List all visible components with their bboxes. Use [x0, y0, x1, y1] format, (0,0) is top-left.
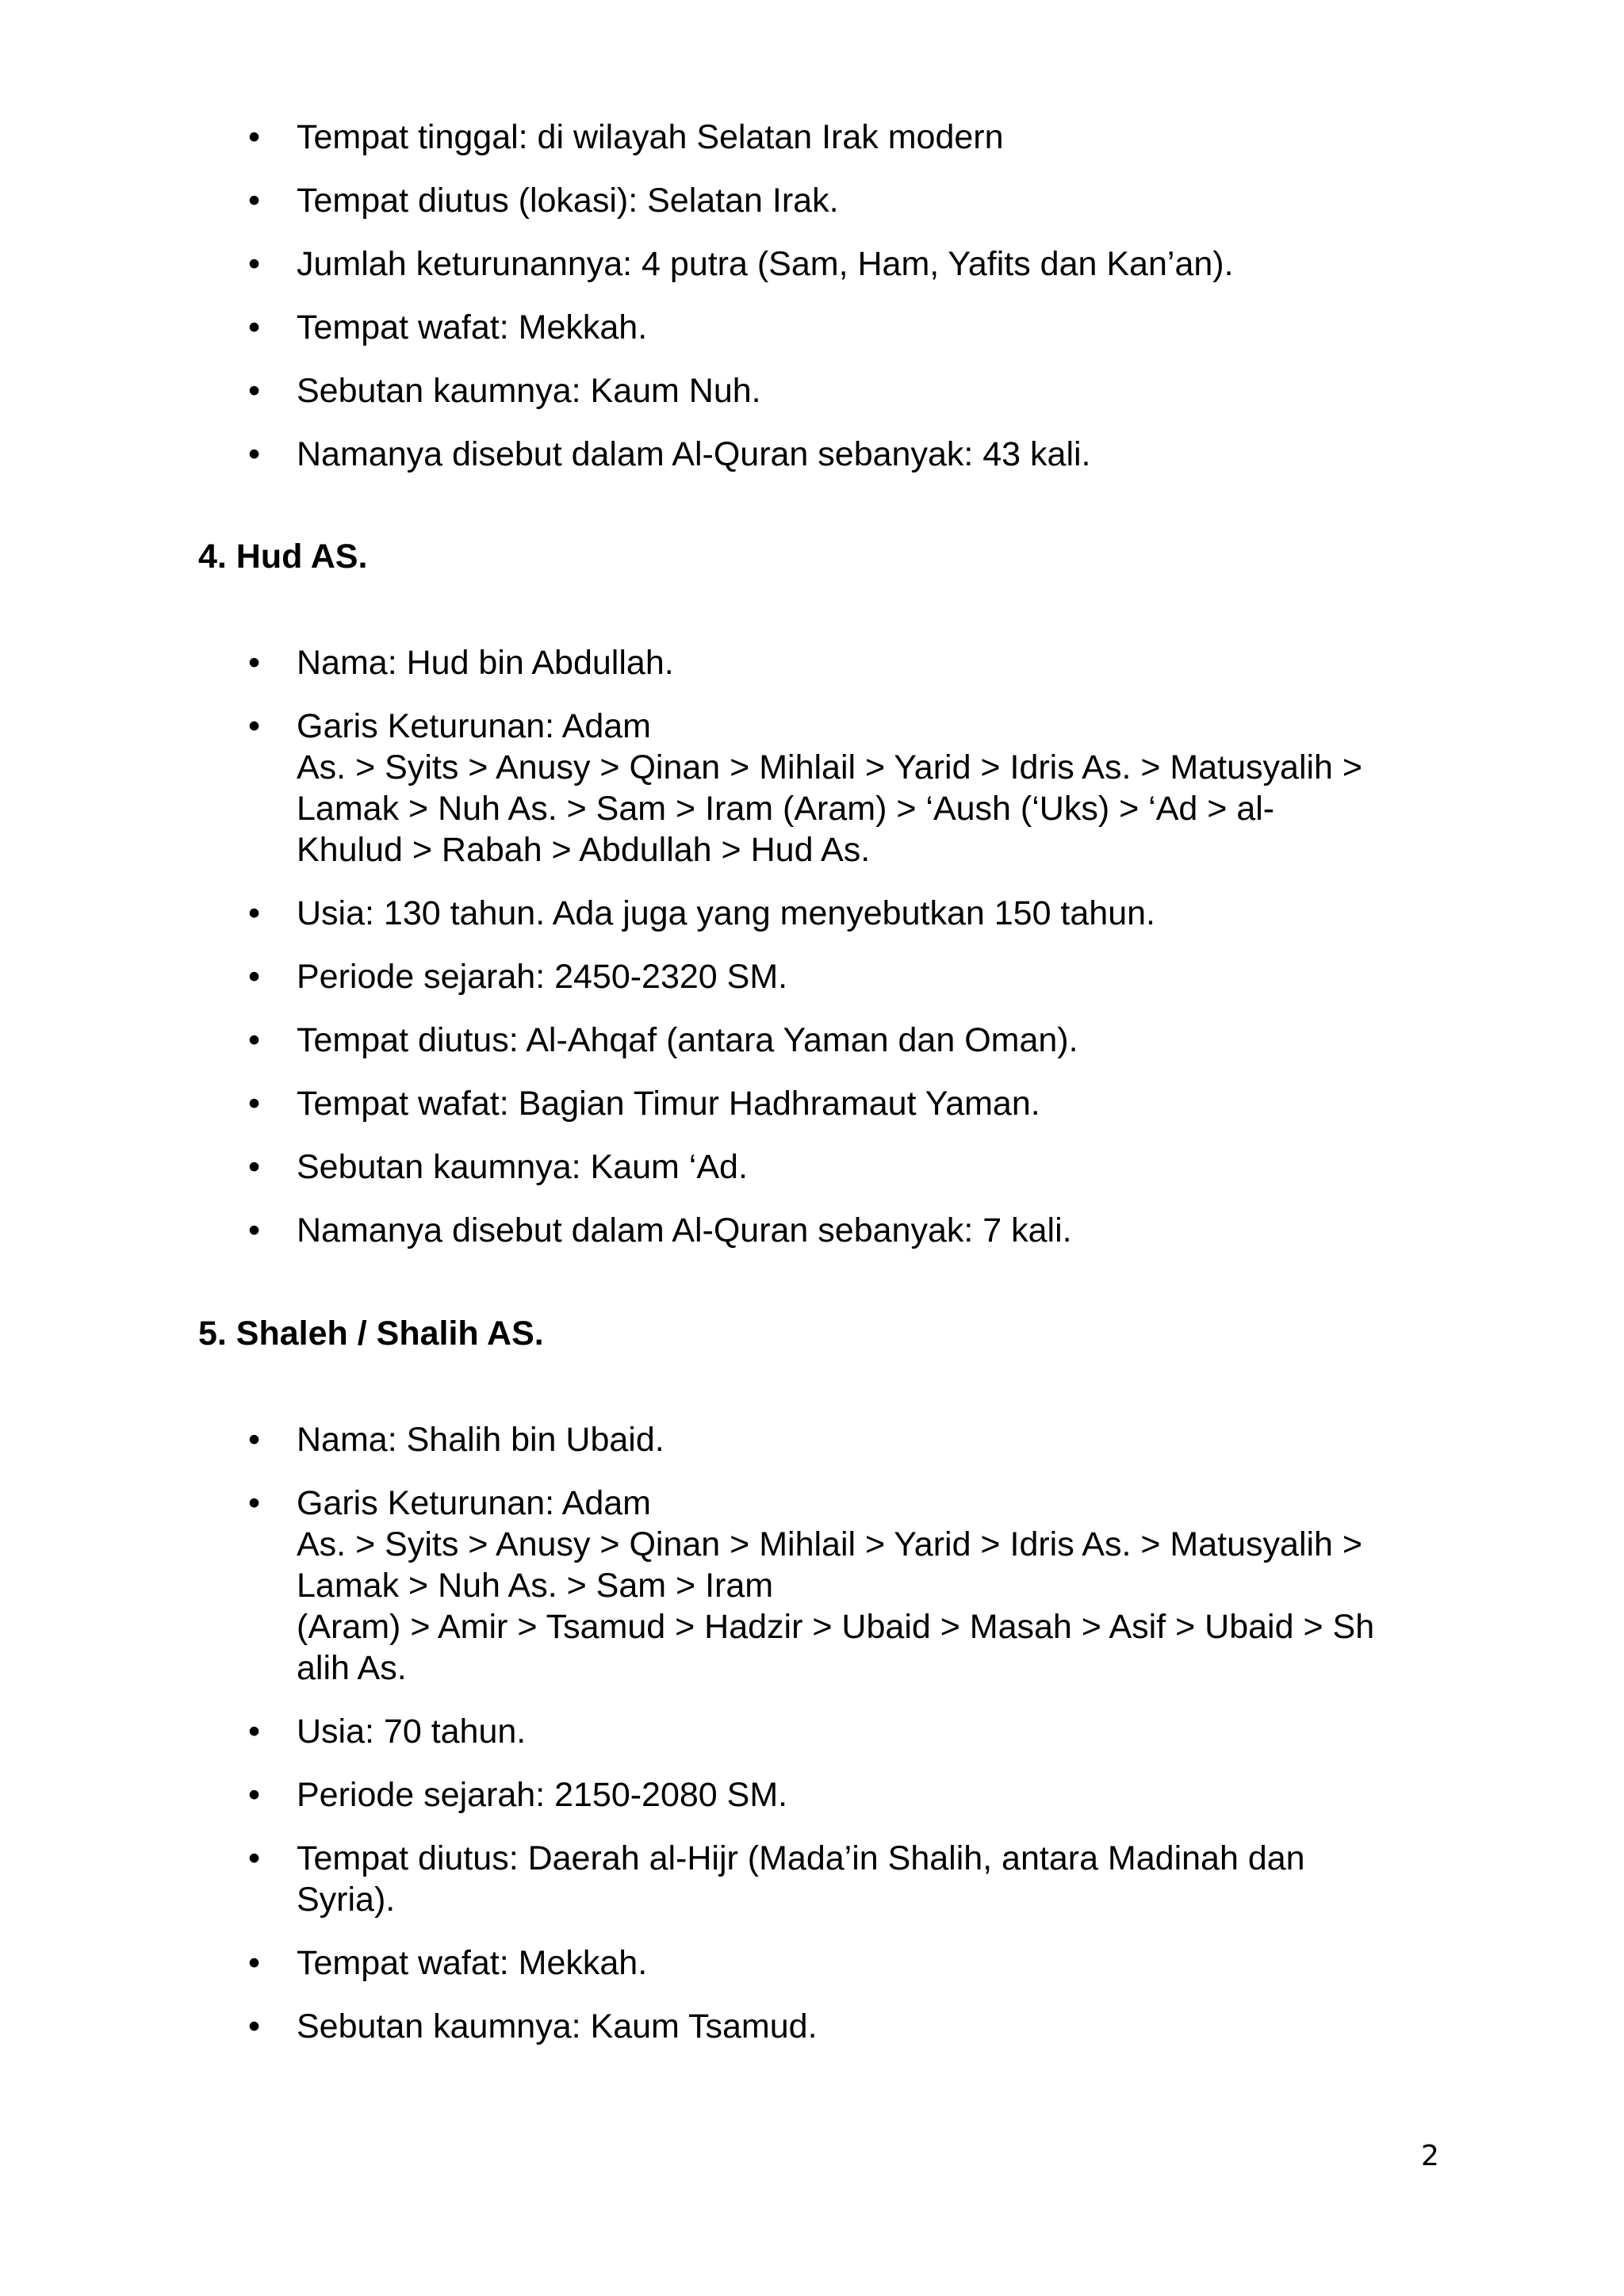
list-item: [0, 1419, 1624, 1460]
list-item-text: [297, 117, 1454, 158]
list-item: [0, 1483, 1624, 1689]
list-item: [0, 1774, 1624, 1816]
bullet-icon: •: [248, 1021, 261, 1059]
bullet-icon: •: [248, 1421, 261, 1459]
bullet-icon: •: [248, 182, 261, 220]
list-item: [0, 434, 1624, 475]
list-item-text: [297, 893, 1454, 934]
bullet-icon: •: [248, 1944, 261, 1982]
list-item-line: As. > Syits > Anusy > Qinan > Mihlail > Yarid > Idris As. > Matusyalih >: [297, 748, 1363, 786]
list-item: [0, 307, 1624, 348]
list-item: [0, 893, 1624, 934]
bullet-icon: •: [248, 372, 261, 410]
list-item: [0, 243, 1624, 285]
list-item-line: As. > Syits > Anusy > Qinan > Mihlail > Yarid > Idris As. > Matusyalih >: [297, 1525, 1363, 1563]
bullet-icon: •: [248, 1148, 261, 1186]
list-item-text: [297, 2006, 1454, 2047]
list-item-text: [297, 243, 1454, 285]
list-item: [0, 117, 1624, 158]
list-item-text: [297, 956, 1454, 997]
list-item-line: Garis Keturunan: Adam: [297, 707, 651, 745]
list-item-text: [297, 1838, 1454, 1920]
bullet-icon: •: [248, 1085, 261, 1123]
bullet-icon: •: [248, 958, 261, 996]
bullet-icon: •: [248, 1839, 261, 1877]
list-item-line: Namanya disebut dalam Al-Quran sebanyak: 43 kali.: [297, 435, 1091, 473]
list-item-line: Sebutan kaumnya: Kaum ‘Ad.: [297, 1148, 748, 1186]
list-item-line: Sebutan kaumnya: Kaum Nuh.: [297, 372, 761, 410]
list-item: [0, 642, 1624, 683]
bullet-icon: •: [248, 894, 261, 932]
list-item-line: Tempat diutus: Al-Ahqaf (antara Yaman dan Oman).: [297, 1021, 1078, 1059]
bullet-icon: •: [248, 245, 261, 283]
list-item-text: [297, 1210, 1454, 1251]
section-5-list: [0, 1419, 1624, 2047]
list-item-line: Tempat wafat: Mekkah.: [297, 308, 648, 346]
list-item: [0, 706, 1624, 871]
list-item: [0, 2006, 1624, 2047]
list-item-line: Garis Keturunan: Adam: [297, 1484, 651, 1522]
list-item-line: Tempat tinggal: di wilayah Selatan Irak modern: [297, 118, 1004, 156]
bullet-icon: •: [248, 118, 261, 156]
bullet-icon: •: [248, 1484, 261, 1522]
list-item-line: Lamak > Nuh As. > Sam > Iram (Aram) > ‘Aush (‘Uks) > ‘Ad > al-: [297, 790, 1275, 828]
list-item-text: [297, 1020, 1454, 1061]
bullet-icon: •: [248, 1776, 261, 1814]
page-number: 2: [1421, 2140, 1439, 2172]
list-item-line: Nama: Hud bin Abdullah.: [297, 644, 674, 682]
list-item-text: [297, 307, 1454, 348]
list-item-line: Tempat wafat: Mekkah.: [297, 1944, 648, 1982]
bullet-icon: •: [248, 1712, 261, 1751]
section-5-heading: 5. Shaleh / Shalih AS.: [198, 1314, 544, 1353]
list-item-text: [297, 1483, 1454, 1689]
list-item-line: Periode sejarah: 2150-2080 SM.: [297, 1776, 788, 1814]
list-item-line: Tempat diutus (lokasi): Selatan Irak.: [297, 182, 839, 220]
list-item-line: Nama: Shalih bin Ubaid.: [297, 1421, 665, 1459]
list-item-line: Periode sejarah: 2450-2320 SM.: [297, 958, 788, 996]
list-item: [0, 1942, 1624, 1984]
bullet-icon: •: [248, 308, 261, 346]
list-item-line: Syria).: [297, 1881, 396, 1919]
list-item-text: [297, 370, 1454, 411]
list-item-text: [297, 1774, 1454, 1816]
list-item-text: [297, 1711, 1454, 1752]
bullet-icon: •: [248, 644, 261, 682]
list-item-line: (Aram) > Amir > Tsamud > Hadzir > Ubaid > Masah > Asif > Ubaid > Sh: [297, 1608, 1375, 1646]
list-item: [0, 956, 1624, 997]
list-item: [0, 180, 1624, 221]
bullet-icon: •: [248, 2007, 261, 2045]
list-item-line: Lamak > Nuh As. > Sam > Iram: [297, 1567, 774, 1605]
list-item: [0, 1146, 1624, 1188]
list-item-line: Tempat diutus: Daerah al-Hijr (Mada’in Shalih, antara Madinah dan: [297, 1839, 1305, 1877]
list-item-line: Khulud > Rabah > Abdullah > Hud As.: [297, 831, 871, 869]
list-item: [0, 1083, 1624, 1124]
bullet-icon: •: [248, 707, 261, 745]
section-3-list: [0, 117, 1624, 475]
list-item-line: Jumlah keturunannya: 4 putra (Sam, Ham, Yafits dan Kan’an).: [297, 245, 1234, 283]
list-item-text: [297, 434, 1454, 475]
section-4-list: [0, 642, 1624, 1251]
list-item-line: Sebutan kaumnya: Kaum Tsamud.: [297, 2007, 818, 2045]
list-item-text: [297, 1083, 1454, 1124]
list-item-line: Tempat wafat: Bagian Timur Hadhramaut Yaman.: [297, 1085, 1040, 1123]
list-item-line: Usia: 130 tahun. Ada juga yang menyebutkan 150 tahun.: [297, 894, 1155, 932]
list-item-line: alih As.: [297, 1649, 407, 1687]
list-item-text: [297, 1419, 1454, 1460]
section-4-heading: 4. Hud AS.: [198, 538, 368, 576]
list-item-text: [297, 706, 1454, 871]
list-item: [0, 370, 1624, 411]
list-item: [0, 1020, 1624, 1061]
list-item-text: [297, 1942, 1454, 1984]
list-item-line: Usia: 70 tahun.: [297, 1712, 527, 1751]
list-item: [0, 1838, 1624, 1920]
list-item-text: [297, 180, 1454, 221]
list-item-text: [297, 642, 1454, 683]
list-item-text: [297, 1146, 1454, 1188]
list-item: [0, 1210, 1624, 1251]
bullet-icon: •: [248, 1211, 261, 1249]
list-item-line: Namanya disebut dalam Al-Quran sebanyak: 7 kali.: [297, 1211, 1072, 1249]
bullet-icon: •: [248, 435, 261, 473]
list-item: [0, 1711, 1624, 1752]
